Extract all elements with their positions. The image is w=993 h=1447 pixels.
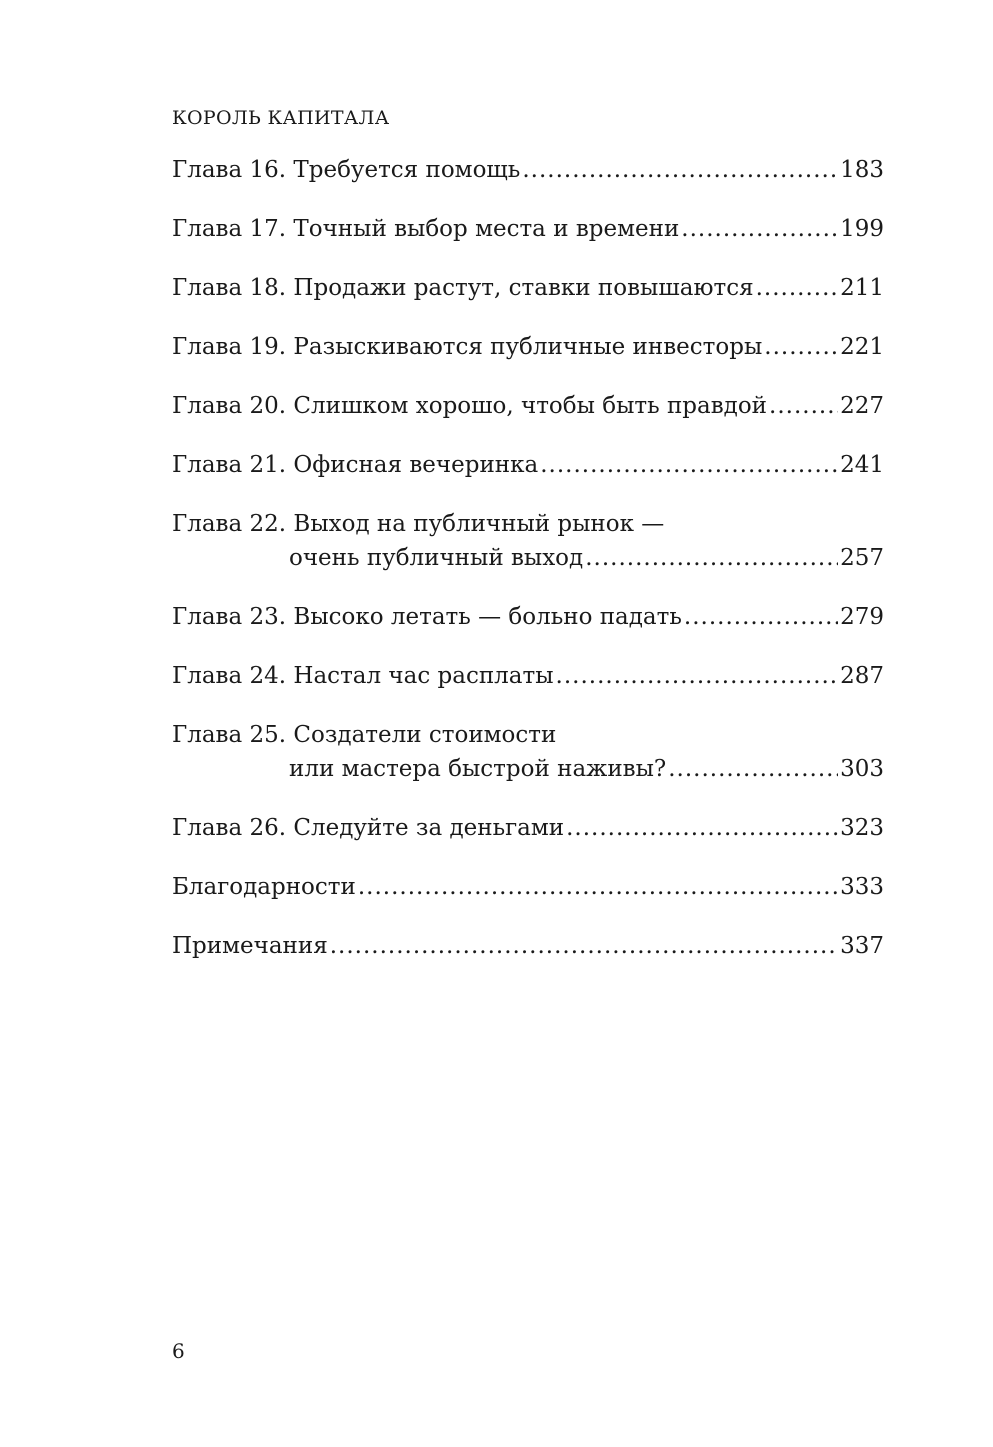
dot-leader — [566, 811, 838, 845]
running-head: КОРОЛЬ КАПИТАЛА — [172, 107, 390, 129]
toc-entry-chapter-25 — [172, 718, 884, 786]
toc-title: Глава 21. Офисная вечеринка — [172, 452, 539, 478]
toc-row — [172, 153, 884, 187]
toc-page-number: 199 — [840, 216, 884, 242]
toc-title-line1: Глава 22. Выход на публичный рынок — — [172, 511, 665, 537]
toc-page-number: 333 — [840, 874, 884, 900]
toc-title: Примечания — [172, 933, 328, 959]
dot-leader — [764, 330, 838, 364]
toc-page-number: 227 — [840, 393, 884, 419]
toc-page-number: 183 — [840, 157, 884, 183]
toc-title: Глава 23. Высоко летать — больно падать — [172, 604, 682, 630]
toc-title: Глава 17. Точный выбор места и времени — [172, 216, 680, 242]
toc-title: Глава 26. Следуйте за деньгами — [172, 815, 565, 841]
toc-page-number: 337 — [840, 933, 884, 959]
dot-leader — [330, 929, 838, 963]
toc-row — [172, 389, 884, 423]
toc-title: Благодарности — [172, 874, 356, 900]
toc-row — [172, 330, 884, 364]
toc-entry-chapter-23 — [172, 600, 884, 634]
toc-entry-notes — [172, 929, 884, 963]
dot-leader — [756, 271, 839, 305]
toc-row — [172, 271, 884, 305]
toc-entry-chapter-20 — [172, 389, 884, 423]
toc-title: Глава 19. Разыскиваются публичные инвесторы — [172, 334, 763, 360]
toc-row — [172, 811, 884, 845]
dot-leader — [585, 541, 838, 575]
dot-leader — [540, 448, 838, 482]
toc-title: Глава 20. Слишком хорошо, чтобы быть правдой — [172, 393, 768, 419]
toc-row — [172, 212, 884, 246]
toc-row — [172, 929, 884, 963]
toc-entry-chapter-16 — [172, 153, 884, 187]
toc-page-number: 279 — [840, 604, 884, 630]
toc-entry-chapter-21 — [172, 448, 884, 482]
toc-title-line1: Глава 25. Создатели стоимости — [172, 722, 557, 748]
toc-page-number: 211 — [840, 275, 884, 301]
toc-title: очень публичный выход — [289, 545, 584, 571]
dot-leader — [358, 870, 838, 904]
toc-row — [172, 600, 884, 634]
toc-title: Глава 24. Настал час расплаты — [172, 663, 554, 689]
toc-title: Глава 16. Требуется помощь — [172, 157, 521, 183]
dot-leader — [668, 752, 838, 786]
toc-title: или мастера быстрой наживы? — [289, 756, 667, 782]
toc-page-number: 303 — [840, 756, 884, 782]
toc-row — [172, 870, 884, 904]
toc-row — [172, 752, 884, 786]
toc-page-number: 221 — [840, 334, 884, 360]
toc-entry-chapter-22 — [172, 507, 884, 575]
toc-title: Глава 18. Продажи растут, ставки повышаются — [172, 275, 754, 301]
toc-entry-chapter-17 — [172, 212, 884, 246]
toc-entry-chapter-19 — [172, 330, 884, 364]
dot-leader — [556, 659, 839, 693]
toc-entry-chapter-24 — [172, 659, 884, 693]
toc-page-number: 287 — [840, 663, 884, 689]
toc-page-number: 323 — [840, 815, 884, 841]
toc-row — [172, 659, 884, 693]
toc-page-number: 241 — [840, 452, 884, 478]
page-folio-number: 6 — [172, 1339, 185, 1363]
toc-entry-acknowledgements — [172, 870, 884, 904]
toc-row — [172, 541, 884, 575]
dot-leader — [684, 600, 838, 634]
table-of-contents — [172, 153, 884, 988]
dot-leader — [769, 389, 838, 423]
dot-leader — [681, 212, 838, 246]
toc-entry-chapter-26 — [172, 811, 884, 845]
toc-page-number: 257 — [840, 545, 884, 571]
toc-row — [172, 448, 884, 482]
toc-entry-chapter-18 — [172, 271, 884, 305]
dot-leader — [522, 153, 838, 187]
